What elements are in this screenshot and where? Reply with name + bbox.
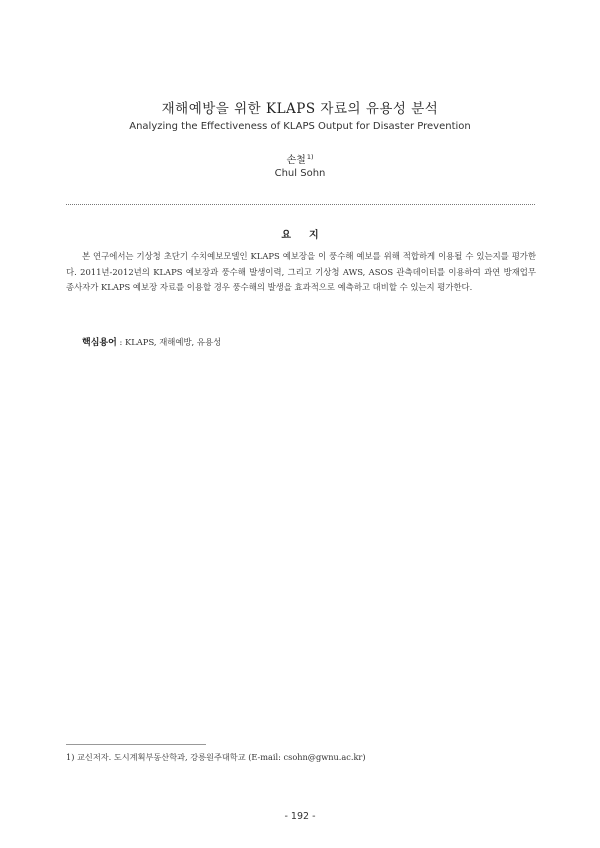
keywords-separator: :	[116, 337, 125, 347]
author-name-ko: 손철	[286, 155, 306, 166]
footnote-rule	[66, 744, 206, 745]
abstract-heading-char-1: 요	[281, 230, 291, 241]
keywords-label: 핵심용어	[82, 338, 117, 348]
author-korean-name	[0, 151, 600, 166]
author-english-name: Chul Sohn	[274, 168, 326, 179]
dotted-divider	[66, 204, 535, 205]
page-number: - 192 -	[284, 811, 316, 822]
abstract-heading	[0, 226, 600, 241]
keywords-line	[82, 335, 221, 348]
paper-subtitle: Analyzing the Effectiveness of KLAPS Output for Disaster Prevention	[129, 121, 471, 132]
keywords-values: KLAPS, 재해예방, 유용성	[124, 337, 222, 347]
paper-title: 재해예방을 위한 KLAPS 자료의 유용성 분석	[161, 101, 439, 117]
abstract-heading-char-2: 지	[309, 230, 319, 241]
abstract-body: 본 연구에서는 기상청 초단기 수치예보모델인 KLAPS 예보장을 이 풍수해 예보를 위해 적합하게 이용될 수 있는지를 평가한다. 2011년-2012년의 KLAPS 예보장과 풍수해 발생이력, 그리고 기상청 AWS, ASOS 관측데이터를 이용하여 과연 방재업무 종사자가 KLAPS 예보장 자료를 이용할 경우 풍수해의 발생을 효과적으로 예측하고 대비할 수 있는지 평가한다.	[66, 251, 536, 293]
author-footnote-mark[interactable]: 1)	[306, 153, 314, 161]
footnote: 1) 교신저자. 도시계획부동산학과, 강릉원주대학교 (E-mail: csohn@gwnu.ac.kr)	[66, 752, 366, 762]
